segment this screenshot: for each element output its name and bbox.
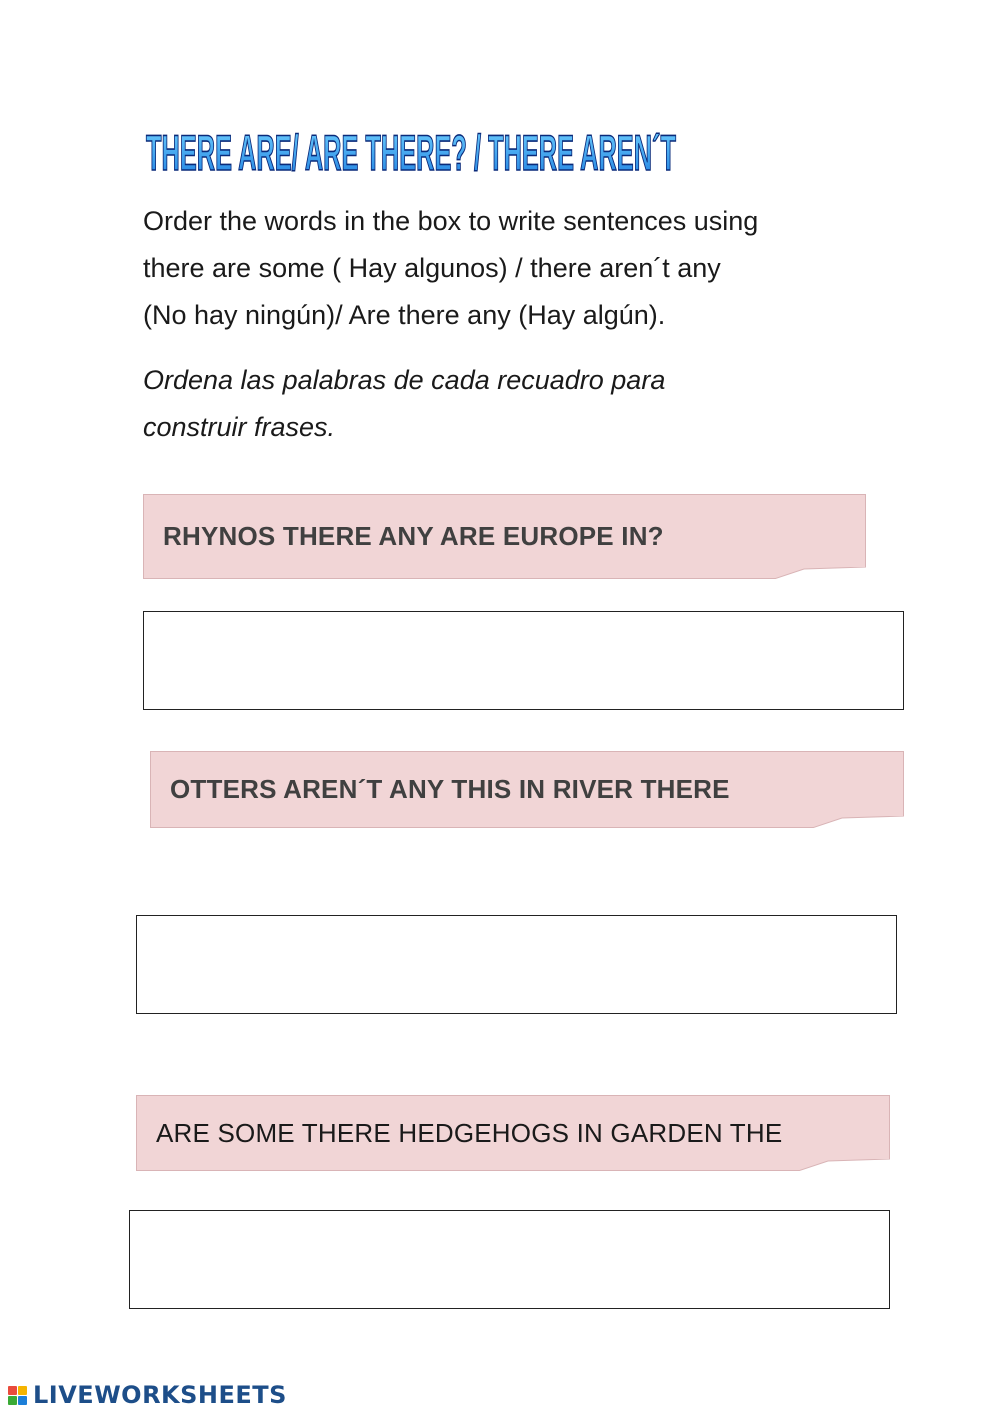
exercise-3-prompt-text: ARE SOME THERE HEDGEHOGS IN GARDEN THE <box>156 1117 783 1148</box>
exercise-1-prompt <box>143 494 866 579</box>
worksheet-title <box>144 118 684 182</box>
instructions-line-1: Order the words in the box to write sentences using <box>143 206 759 236</box>
instructions-line-3: (No hay ningún)/ Are there any (Hay algún). <box>143 300 666 330</box>
exercise-2-answer-input[interactable] <box>136 915 897 1014</box>
instructions-spanish <box>143 357 883 451</box>
page-curl-icon <box>774 567 866 579</box>
title-wordart <box>144 118 684 182</box>
instructions-english <box>143 198 883 339</box>
title-text: THERE ARE/ ARE THERE? / THERE AREN´T <box>146 125 676 181</box>
liveworksheets-logo[interactable] <box>8 1381 287 1409</box>
exercise-2-prompt-text: OTTERS AREN´T ANY THIS IN RIVER THERE <box>170 774 730 804</box>
liveworksheets-logo-icon <box>8 1386 27 1405</box>
page-curl-icon <box>798 1159 890 1171</box>
exercise-2-prompt <box>150 751 904 828</box>
instructions-es-line-1: Ordena las palabras de cada recuadro para <box>143 365 666 395</box>
liveworksheets-logo-text: LIVEWORKSHEETS <box>33 1381 287 1409</box>
exercise-3-prompt <box>136 1095 890 1171</box>
instructions-es-line-2: construir frases. <box>143 412 336 442</box>
exercise-1-answer-input[interactable] <box>143 611 904 710</box>
exercise-1-prompt-text: RHYNOS THERE ANY ARE EUROPE IN? <box>163 521 664 551</box>
exercise-3-answer-input[interactable] <box>129 1210 890 1309</box>
instructions-line-2: there are some ( Hay algunos) / there aren´t any <box>143 253 721 283</box>
page-curl-icon <box>812 816 904 828</box>
